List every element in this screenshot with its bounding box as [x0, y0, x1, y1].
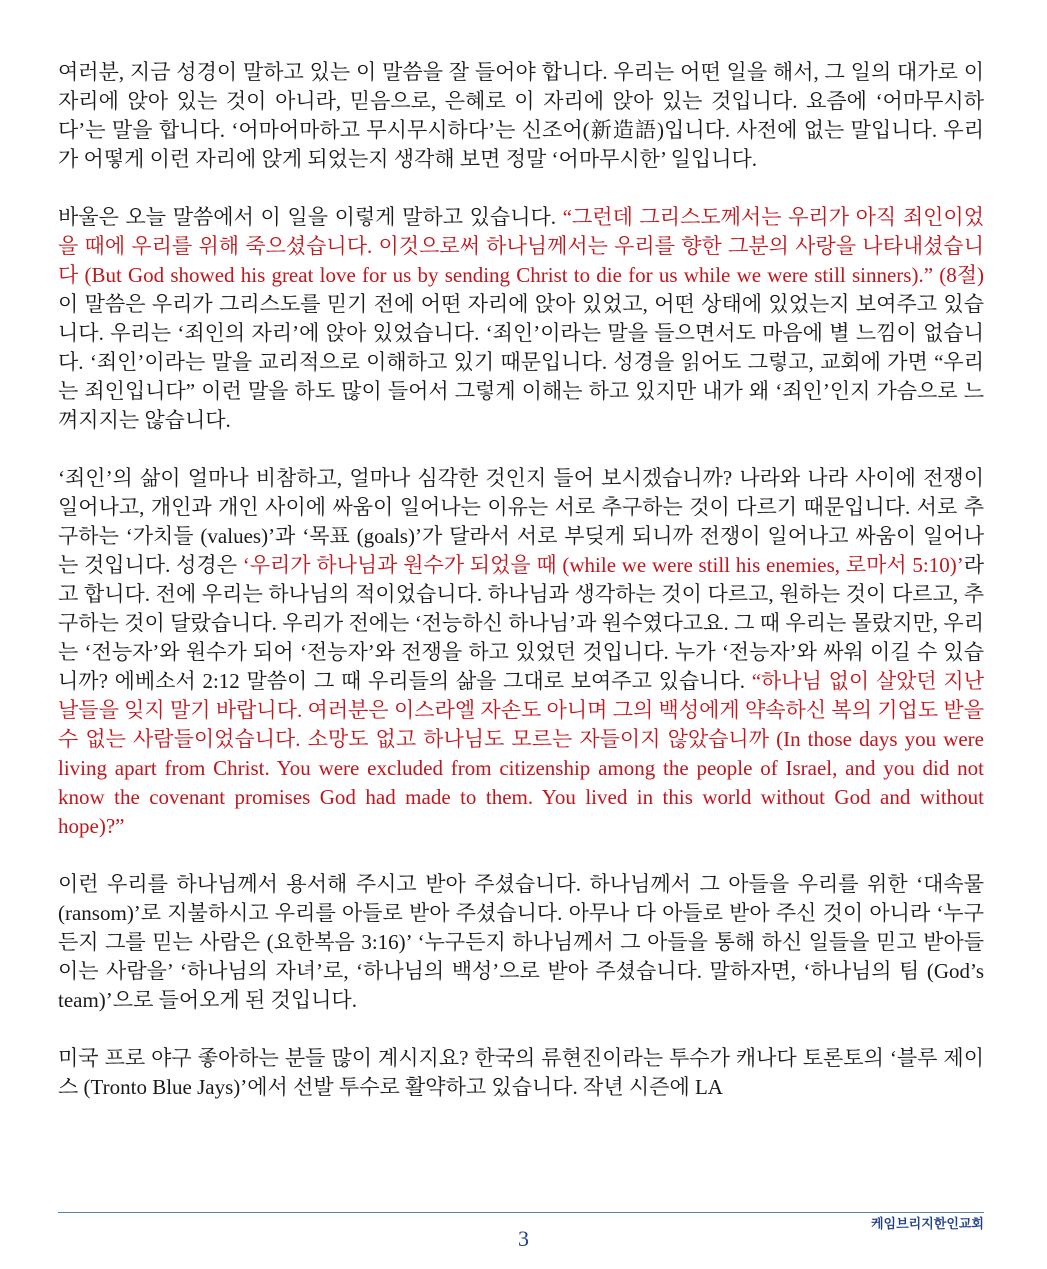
body-text: ‘죄인’의 삶이 얼마나 비참하고, 얼마나 심각한 것인지 들어 보시겠습니까? 나라와 나라 사이에 전쟁이 일어나고, 개인과 개인 사이에 싸움이 일어나는 이유는 서로 추구하는 것이 다르기 때문입니다. 서로 추구하는 ‘가치들 (values)’과 ‘목표 (goals)’가 달라서 서로 부딪게 되니까 전쟁이 일어나고 싸움이 일어나는 것입니다. 성경은 — [58, 466, 984, 577]
sermon-body — [58, 58, 984, 1131]
paragraph — [58, 870, 984, 1015]
church-name: 케임브리지한인교회 — [870, 1217, 984, 1232]
body-text: 이 말씀은 우리가 그리스도를 믿기 전에 어떤 자리에 앉아 있었고, 어떤 상태에 있었는지 보여주고 있습니다. 우리는 ‘죄인의 자리’에 앉아 있었습니다. ‘죄인’이라는 말을 들으면서도 마음에 별 느낌이 없습니다. ‘죄인’이라는 말을 교리적으로 이해하고 있기 때문입니다. 성경을 읽어도 그렇고, 교회에 가면 “우리는 죄인입니다” 이런 말을 하도 많이 들어서 그렇게 이해는 하고 있지만 내가 왜 ‘죄인’인지 가슴으로 느껴지지는 않습니다. — [58, 292, 984, 432]
page-number: 3 — [518, 1226, 529, 1251]
paragraph — [58, 58, 984, 174]
body-text: 라고 합니다. 전에 우리는 하나님의 적이었습니다. 하나님과 생각하는 것이 다르고, 원하는 것이 다르고, 추구하는 것이 달랐습니다. 우리가 전에는 ‘전능하신 하나님’과 원수였다고요. 그 때 우리는 몰랐지만, 우리는 ‘전능자’와 원수가 되어 ‘전능자’와 전쟁을 하고 있었던 것입니다. 누가 ‘전능자’와 싸워 이길 수 있습니까? 에베소서 2:12 말씀이 그 때 우리들의 삶을 그대로 보여주고 있습니다. — [58, 553, 984, 693]
paragraph — [58, 464, 984, 841]
body-text: 바울은 오늘 말씀에서 이 일을 이렇게 말하고 있습니다. — [58, 205, 563, 229]
body-text: 여러분, 지금 성경이 말하고 있는 이 말씀을 잘 들어야 합니다. 우리는 어떤 일을 해서, 그 일의 대가로 이 자리에 앉아 있는 것이 아니라, 믿음으로, 은혜로 이 자리에 앉아 있는 것입니다. 요즘에 ‘어마무시하다’는 말을 합니다. ‘어마어마하고 무시무시하다’는 신조어(新造語)입니다. 사전에 없는 말입니다. 우리가 어떻게 이런 자리에 앉게 되었는지 생각해 보면 정말 ‘어마무시한’ 일입니다. — [58, 60, 984, 171]
scripture-quote: “하나님 없이 살았던 지난 날들을 잊지 말기 바랍니다. 여러분은 이스라엘 자손도 아니며 그의 백성에게 약속하신 복의 기업도 받을 수 없는 사람들이었습니다. 소망도 없고 하나님도 모르는 자들이지 않았습니까 (In those days you were living apart from Christ. You were excluded from citizenship among the people of Israel, and you did not know the covenant promises God had made to them. You lived in this world without God and without hope)?” — [58, 669, 984, 838]
paragraph — [58, 203, 984, 435]
scripture-quote: ‘우리가 하나님과 원수가 되었을 때 (while we were still his enemies, 로마서 5:10)’ — [242, 553, 964, 577]
paragraph — [58, 1044, 984, 1102]
body-text: 이런 우리를 하나님께서 용서해 주시고 받아 주셨습니다. 하나님께서 그 아들을 우리를 위한 ‘대속물 (ransom)’로 지불하시고 우리를 아들로 받아 주셨습니다. 아무나 다 아들로 받아 주신 것이 아니라 ‘누구든지 그를 믿는 사람은 (요한복음 3:16)’ ‘누구든지 하나님께서 그 아들을 통해 하신 일들을 믿고 받아들이는 사람을’ ‘하나님의 자녀’로, ‘하나님의 백성’으로 받아 주셨습니다. 말하자면, ‘하나님의 팀 (God’s team)’으로 들어오게 된 것입니다. — [58, 872, 984, 1012]
footer-divider — [58, 1212, 984, 1213]
body-text: 미국 프로 야구 좋아하는 분들 많이 계시지요? 한국의 류현진이라는 투수가 캐나다 토론토의 ‘블루 제이스 (Tronto Blue Jays)’에서 선발 투수로 활약하고 있습니다. 작년 시즌에 LA — [58, 1046, 984, 1099]
scripture-quote: “그런데 그리스도께서는 우리가 아직 죄인이었을 때에 우리를 위해 죽으셨습니다. 이것으로써 하나님께서는 우리를 향한 그분의 사랑을 나타내셨습니다 (But God showed his great love for us by sending Christ to die for us while we were still sinners).” (8절) — [58, 205, 984, 287]
